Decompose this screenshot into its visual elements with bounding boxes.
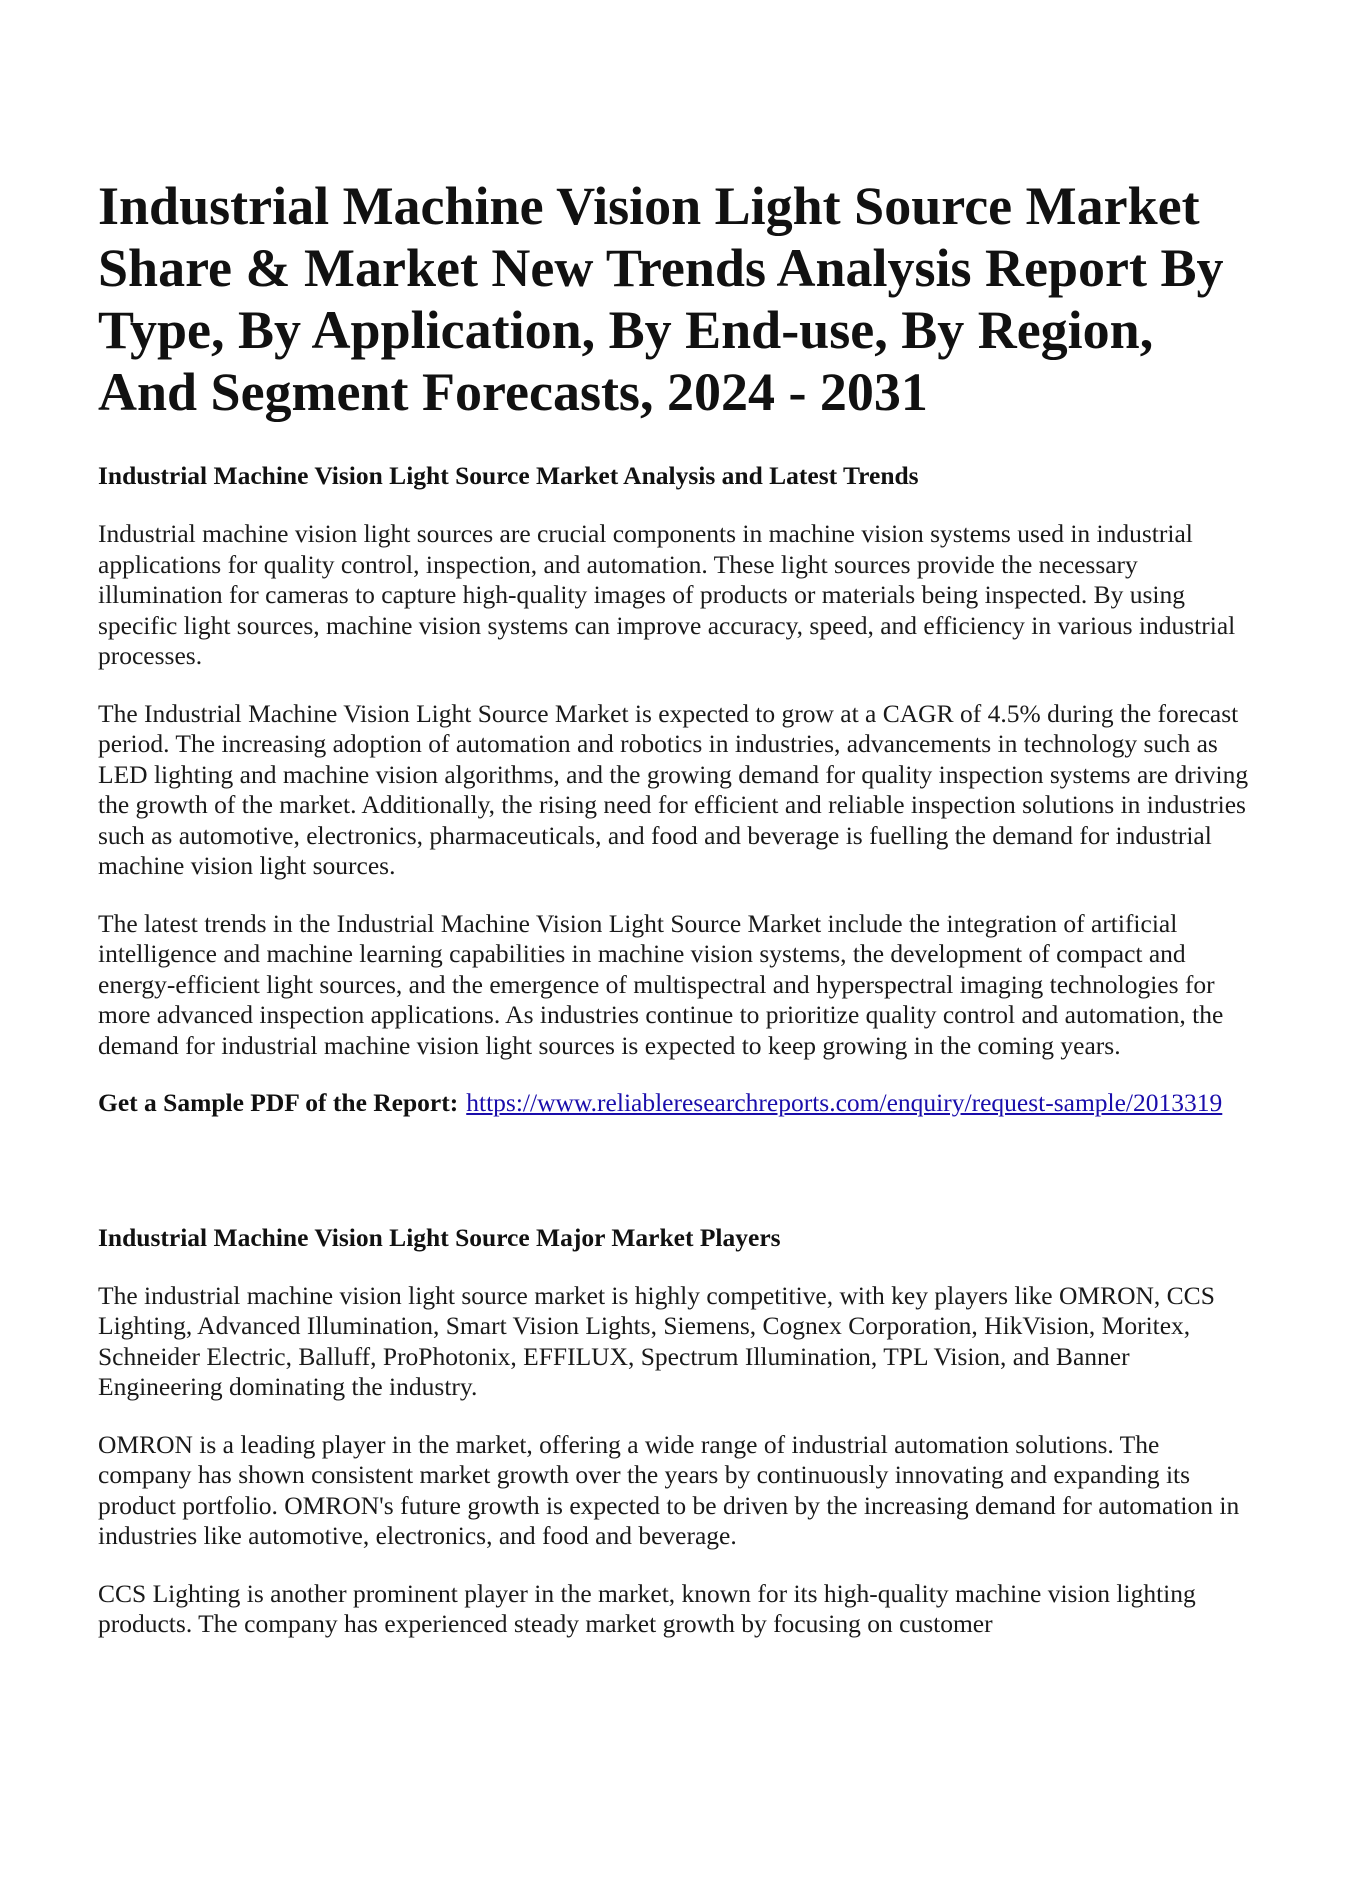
sample-pdf-label: Get a Sample PDF of the Report: [98, 1088, 459, 1117]
sample-pdf-link[interactable]: https://www.reliableresearchreports.com/enquiry/request-sample/2013319 [466, 1088, 1223, 1117]
paragraph-intro: Industrial machine vision light sources are crucial components in machine vision systems used in industrial applications for quality control, inspection, and automation. These light sources provide the necessary illumination for cameras to capture high-quality images of products or materials being inspected. By using specific light sources, machine vision systems can improve accuracy, speed, and efficiency in various industrial processes. [98, 519, 1236, 670]
paragraph-ccs: CCS Lighting is another prominent player in the market, known for its high-quality machine vision lighting products. The company has experienced steady market growth by focusing on customer [98, 1578, 1196, 1638]
sample-pdf-line [98, 1088, 1258, 1119]
section-heading-analysis: Industrial Machine Vision Light Source Market Analysis and Latest Trends [98, 461, 919, 490]
paragraph-cagr: The Industrial Machine Vision Light Source Market is expected to grow at a CAGR of 4.5% during the forecast period. The increasing adoption of automation and robotics in industries, advancements in technology such as LED lighting and machine vision algorithms, and the growing demand for quality inspection systems are driving the growth of the market. Additionally, the rising need for efficient and reliable inspection solutions in industries such as automotive, electronics, pharmaceuticals, and food and beverage is fuelling the demand for industrial machine vision light sources. [98, 698, 1249, 880]
section-heading-players: Industrial Machine Vision Light Source Major Market Players [98, 1222, 781, 1252]
paragraph-omron: OMRON is a leading player in the market, offering a wide range of industrial automation solutions. The company has shown consistent market growth over the years by continuously innovating and expanding its product portfolio. OMRON's future growth is expected to be driven by the increasing demand for automation in industries like automotive, electronics, and food and beverage. [98, 1429, 1240, 1550]
report-title: Industrial Machine Vision Light Source Market Share & Market New Trends Analysis Report By Type, By Application, By End-use, By Region, And Segment Forecasts, 2024 - 2031 [98, 176, 1224, 422]
paragraph-players: The industrial machine vision light source market is highly competitive, with key players like OMRON, CCS Lighting, Advanced Illumination, Smart Vision Lights, Siemens, Cognex Corporation, HikVision, Moritex, Schneider Electric, Balluff, ProPhotonix, EFFILUX, Spectrum Illumination, TPL Vision, and Banner Engineering dominating the industry. [98, 1280, 1215, 1401]
document-page [98, 175, 1258, 1667]
paragraph-trends: The latest trends in the Industrial Machine Vision Light Source Market include the integration of artificial intelligence and machine learning capabilities in machine vision systems, the development of compact and energy-efficient light sources, and the emergence of multispectral and hyperspectral imaging technologies for more advanced inspection applications. As industries continue to prioritize quality control and automation, the demand for industrial machine vision light sources is expected to keep growing in the coming years. [98, 908, 1224, 1060]
